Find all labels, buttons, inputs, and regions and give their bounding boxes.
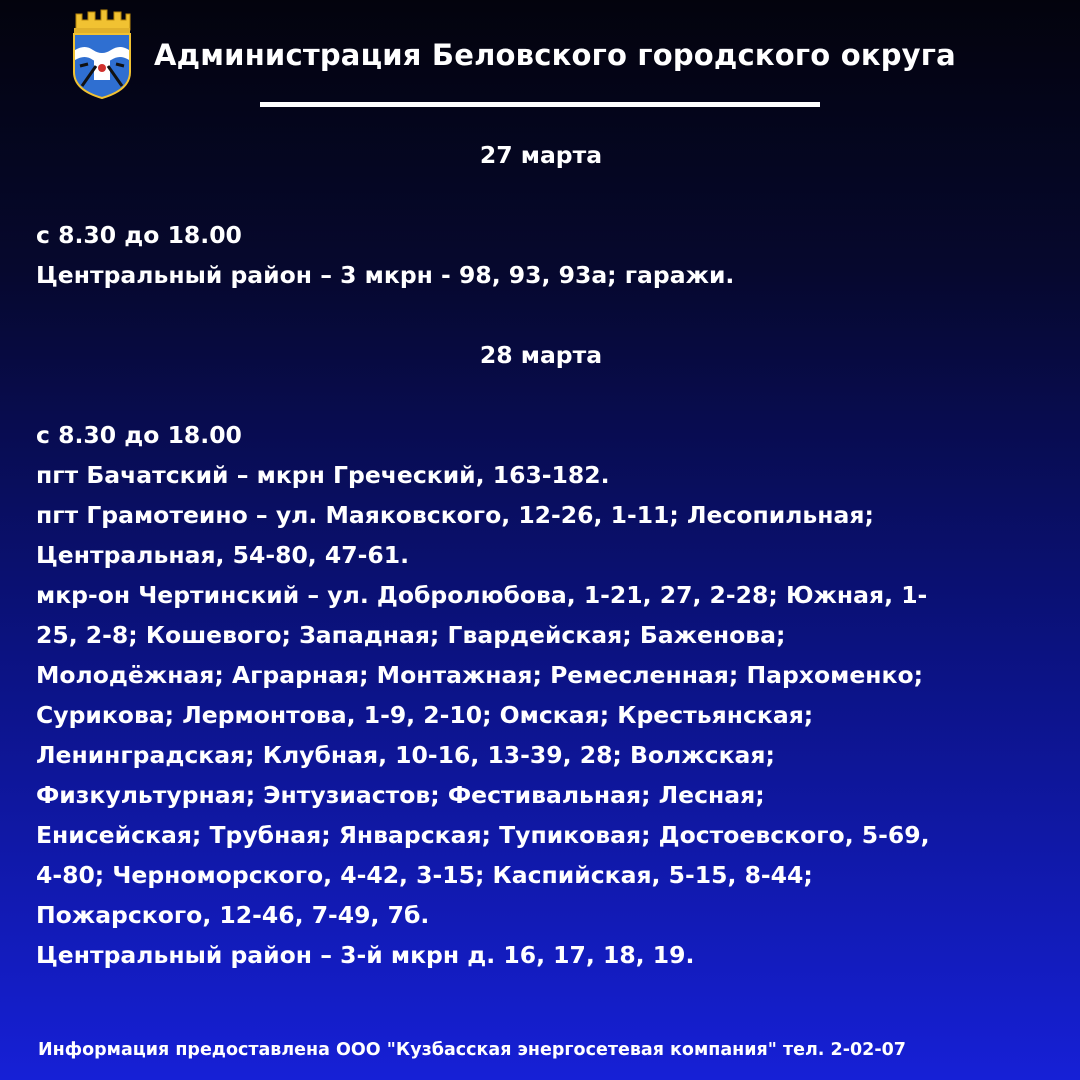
schedule-line: Пожарского, 12-46, 7-49, 7б.: [36, 901, 430, 929]
schedule-line: пгт Грамотеино – ул. Маяковского, 12-26, 1-11; Лесопильная;: [36, 501, 874, 529]
date-heading: 27 марта: [479, 141, 603, 169]
date-heading: 28 марта: [479, 341, 603, 369]
page-title: Администрация Беловского городского округа: [154, 38, 956, 72]
schedule-line: с 8.30 до 18.00: [36, 221, 242, 249]
title-divider: [260, 102, 820, 107]
schedule-line: Центральная, 54-80, 47-61.: [36, 541, 409, 569]
schedule-line: Центральный район – 3 мкрн - 98, 93, 93а; гаражи.: [36, 261, 735, 289]
schedule-line: мкр-он Чертинский – ул. Добролюбова, 1-21, 27, 2-28; Южная, 1-: [36, 581, 928, 609]
schedule-line: Ленинградская; Клубная, 10-16, 13-39, 28; Волжская;: [36, 741, 775, 769]
schedule-line: 25, 2-8; Кошевого; Западная; Гвардейская; Баженова;: [36, 621, 786, 649]
schedule-line: Енисейская; Трубная; Январская; Тупиковая; Достоевского, 5-69,: [36, 821, 930, 849]
schedule-line: пгт Бачатский – мкрн Греческий, 163-182.: [36, 461, 610, 489]
schedule-line: Физкультурная; Энтузиастов; Фестивальная; Лесная;: [36, 781, 765, 809]
schedule-line: с 8.30 до 18.00: [36, 421, 242, 449]
footer-info: Информация предоставлена ООО "Кузбасская энергосетевая компания" тел. 2-02-07: [38, 1040, 906, 1060]
schedule-line: Сурикова; Лермонтова, 1-9, 2-10; Омская; Крестьянская;: [36, 701, 814, 729]
schedule-line: Центральный район – 3-й мкрн д. 16, 17, 18, 19.: [36, 941, 695, 969]
schedule-line: 4-80; Черноморского, 4-42, 3-15; Каспийская, 5-15, 8-44;: [36, 861, 813, 889]
outage-schedule: [36, 135, 1046, 975]
schedule-line: Молодёжная; Аграрная; Монтажная; Ремесленная; Пархоменко;: [36, 661, 923, 689]
city-coat-of-arms-icon: [70, 8, 132, 100]
